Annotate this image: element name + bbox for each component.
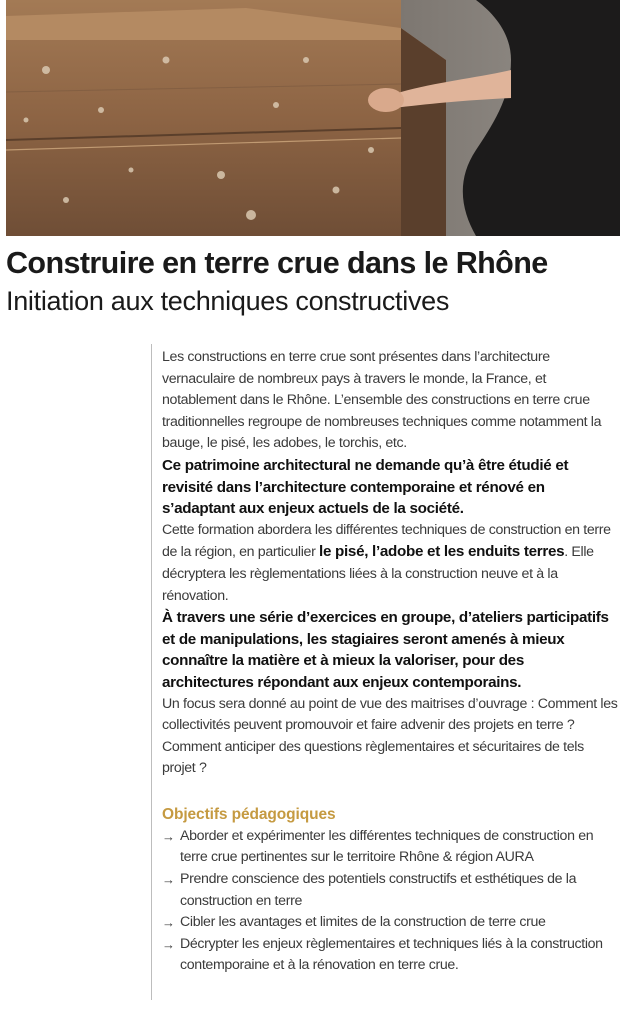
column-divider (151, 344, 152, 1000)
arrow-right-icon: → (162, 936, 175, 952)
training-paragraph (162, 520, 618, 607)
training-text-a: Cette formation abordera les différentes techniques de construction en terre de la région, en particulier (162, 521, 611, 561)
hero-photo (6, 0, 620, 236)
arrow-right-icon: → (162, 915, 175, 931)
training-text-c: . Elle décryptera les règlementations liées à la construction neuve et à la rénovation. (162, 544, 594, 604)
page-title: Construire en terre crue dans le Rhône (6, 246, 548, 280)
training-techniques-highlight: le pisé, l’adobe et les enduits terres (319, 543, 565, 561)
list-item (162, 826, 618, 869)
objectives-list (162, 826, 618, 977)
objective-text: Prendre conscience des potentiels constructifs et esthétiques de la construction en terre (180, 871, 577, 909)
list-item (162, 912, 618, 934)
list-item (162, 934, 618, 977)
objectives-title: Objectifs pédagogiques (162, 805, 336, 823)
arrow-right-icon: → (162, 828, 175, 844)
arrow-right-icon: → (162, 872, 175, 888)
objective-text: Cibler les avantages et limites de la construction de terre crue (180, 914, 546, 931)
list-item (162, 869, 618, 912)
focus-paragraph: Un focus sera donné au point de vue des maitrises d’ouvrage : Comment les collectivités peuvent promouvoir et faire advenir des projets en terre ? Comment anticiper des questions règlementaires et sécuritaires de tels projet ? (162, 695, 618, 777)
exercises-paragraph: À travers une série d’exercices en groupe, d’ateliers participatifs et de manipulations, les stagiaires seront amenés à mieux connaître la matière et à mieux la valoriser, pour des architectures répondant aux enjeux contemporains. (162, 609, 609, 691)
objective-text: Aborder et expérimenter les différentes techniques de construction en terre crue pertinentes sur le territoire Rhône & région AURA (180, 827, 594, 866)
objective-text: Décrypter les enjeux règlementaires et techniques liés à la construction contemporaine et à la rénovation en terre crue. (180, 935, 603, 974)
page-subtitle: Initiation aux techniques constructives (6, 286, 450, 316)
hero-illustration (6, 0, 620, 236)
body-column (162, 347, 618, 977)
intro-paragraph: Les constructions en terre crue sont présentes dans l’architecture vernaculaire de nombreux pays à travers le monde, la France, et notablement dans le Rhône. L’ensemble des constructions en terre crue traditionnelles regroupe de nombreuses techniques comme notamment la bauge, le pisé, les adobes, le torchis, etc. (162, 349, 602, 452)
heritage-paragraph: Ce patrimoine architectural ne demande qu’à être étudié et revisité dans l’architecture contemporaine et rénové en s’adaptant aux enjeux actuels de la société. (162, 456, 569, 518)
